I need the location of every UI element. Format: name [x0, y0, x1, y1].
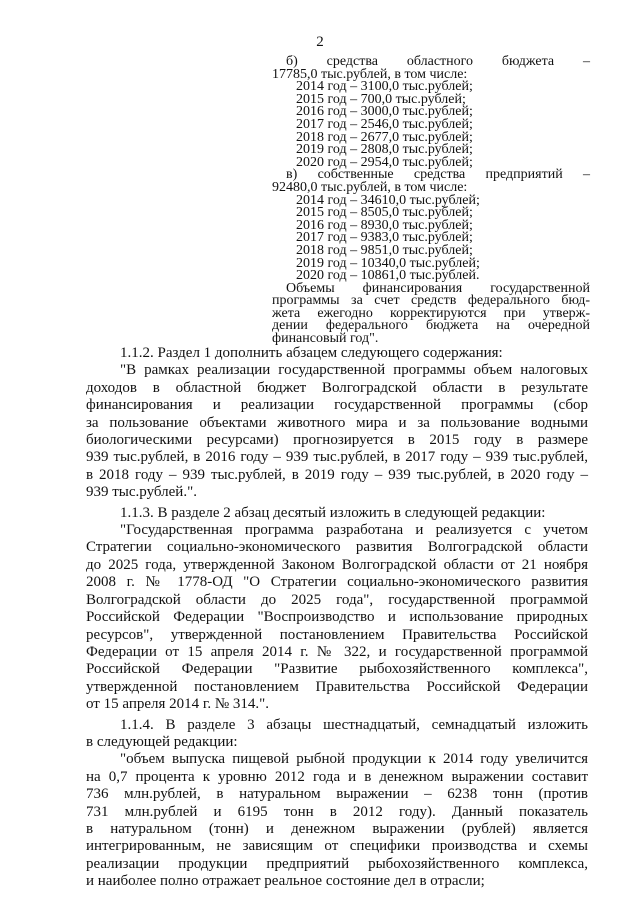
text-line: на 0,7 процента к уровню 2012 года и в денежном выражении составит: [86, 768, 588, 785]
text-line: жета ежегодно корректируются при утверж-: [272, 305, 590, 321]
text-line: 2020 год – 10861,0 тыс.рублей.: [296, 268, 480, 284]
text-line: 2018 год – 2677,0 тыс.рублей;: [296, 129, 473, 145]
text-line: 2015 год – 700,0 тыс.рублей;: [296, 91, 466, 107]
text-line: ресурсов", утвержденной постановлением Правительства Российской: [86, 626, 588, 643]
text-line: "В рамках реализации государственной программы объем налоговых: [120, 362, 588, 379]
text-line: финансирования и реализации государственной программы (сбор: [86, 397, 588, 414]
text-line: 2018 год – 9851,0 тыс.рублей;: [296, 242, 473, 258]
text-line: "Государственная программа разработана и реализуется с учетом: [120, 522, 588, 539]
text-line: 2008 г. № 1778-ОД "О Стратегии социально-экономического развития: [86, 574, 588, 591]
text-line: 2017 год – 9383,0 тыс.рублей;: [296, 230, 473, 246]
text-line: 939 тыс.рублей, в 2016 году – 939 тыс.рублей, в 2017 году – 939 тыс.рублей,: [86, 449, 588, 466]
document-body: [86, 345, 588, 891]
text-line: Российской Федерации "Воспроизводство и использование природных: [86, 609, 588, 626]
text-line: 2016 год – 8930,0 тыс.рублей;: [296, 217, 473, 233]
clause-heading: 1.1.3. В разделе 2 абзац десятый изложить в следующей редакции:: [120, 504, 546, 521]
funding-amendment-block: [272, 56, 590, 346]
text-line: в) собственные средства предприятий –: [286, 167, 590, 183]
text-line: Волгоградской области до 2025 года", государственной программой: [86, 591, 588, 608]
page-number: 2: [316, 34, 324, 50]
text-line: 939 тыс.рублей.".: [86, 484, 197, 501]
text-line: 2014 год – 3100,0 тыс.рублей;: [296, 79, 473, 95]
text-line: Федерации от 15 апреля 2014 г. № 322, и государственной программой: [86, 643, 588, 660]
text-line: 2019 год – 2808,0 тыс.рублей;: [296, 142, 473, 158]
clause-heading: 1.1.4. В разделе 3 абзацы шестнадцатый, семнадцатый изложить: [120, 716, 588, 733]
text-line: от 15 апреля 2014 г. № 314.".: [86, 696, 270, 713]
text-line: за пользование объектами животного мира и за пользование водными: [86, 414, 588, 431]
clause-heading: 1.1.2. Раздел 1 дополнить абзацем следующего содержания:: [120, 345, 503, 361]
text-line: до 2025 года, утвержденной Законом Волгоградской области от 21 ноября: [86, 556, 588, 573]
text-line: Стратегии социально-экономического развития Волгоградской области: [86, 539, 588, 556]
text-line: "объем выпуска пищевой рыбной продукции к 2014 году увеличится: [120, 751, 588, 768]
text-line: реализации продукции предприятий рыбохозяйственного комплекса,: [86, 855, 588, 872]
text-line: 2014 год – 34610,0 тыс.рублей;: [296, 192, 480, 208]
text-line: Российской Федерации "Развитие рыбохозяйственного комплекса",: [86, 661, 588, 678]
text-line: 2016 год – 3000,0 тыс.рублей;: [296, 104, 473, 120]
text-line: утвержденной постановлением Правительства Российской Федерации: [86, 678, 588, 695]
text-line: биологическими ресурсами) прогнозируется в 2015 году в размере: [86, 432, 588, 449]
text-line: доходов в областной бюджет Волгоградской области в результате: [86, 379, 588, 396]
text-line: 736 млн.рублей, в натуральном выражении – 6238 тонн (против: [86, 786, 588, 803]
text-line: 17785,0 тыс.рублей, в том числе:: [272, 66, 468, 82]
text-line: Объемы финансирования государственной: [286, 280, 590, 296]
text-line: 2020 год – 2954,0 тыс.рублей;: [296, 154, 473, 170]
text-line: 2015 год – 8505,0 тыс.рублей;: [296, 205, 473, 221]
text-line: 731 млн.рублей и 6195 тонн в 2012 году). Данный показатель: [86, 803, 588, 820]
text-line: 2017 год – 2546,0 тыс.рублей;: [296, 116, 473, 132]
text-line: в натуральном (тонн) и денежном выражении (рублей) является: [86, 820, 588, 837]
text-line: 92480,0 тыс.рублей, в том числе:: [272, 179, 468, 195]
text-line: в 2018 году – 939 тыс.рублей, в 2019 году – 939 тыс.рублей, в 2020 году –: [86, 466, 588, 483]
text-line: б) средства областного бюджета –: [286, 54, 590, 69]
text-line: программы за счет средств федерального бюд-: [272, 293, 590, 309]
text-line: и наиболее полно отражает реальное состояние дел в отрасли;: [86, 873, 485, 890]
text-line: дении федерального бюджета на очередной: [272, 318, 590, 334]
text-line: финансовый год".: [272, 331, 379, 347]
text-line: в следующей редакции:: [86, 733, 238, 750]
text-line: 2019 год – 10340,0 тыс.рублей;: [296, 255, 480, 271]
text-line: интегрированным, не зависящим от специфики производства и схемы: [86, 838, 588, 855]
